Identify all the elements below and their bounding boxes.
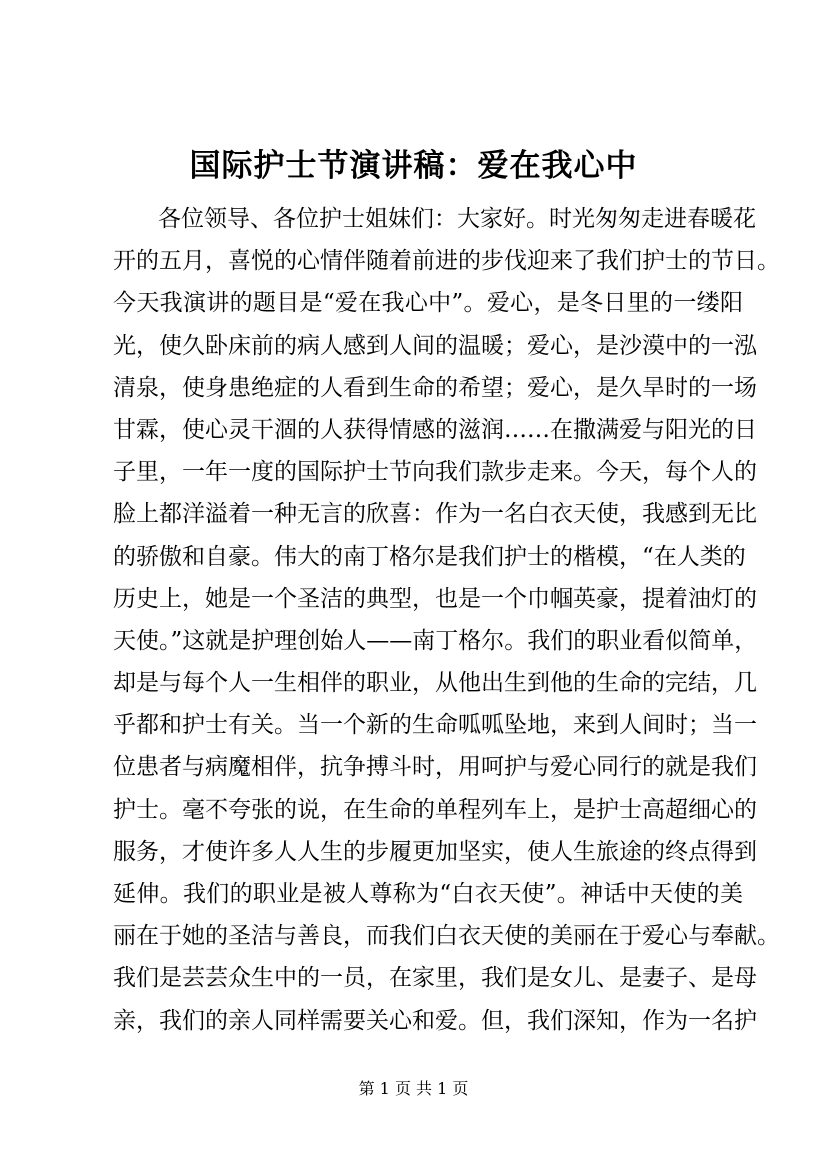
body-line: 我们是芸芸众生中的一员，在家里，我们是女儿、是妻子、是母 [113, 965, 757, 992]
document-title: 国际护士节演讲稿：爱在我心中 [189, 148, 638, 184]
body-line: 清泉，使身患绝症的人看到生命的希望；爱心，是久旱时的一场 [113, 374, 757, 401]
body-line: 位患者与病魔相伴，抗争搏斗时，用呵护与爱心同行的就是我们 [113, 754, 757, 781]
body-line: 服务，才使许多人人生的步履更加坚实，使人生旅途的终点得到 [113, 838, 757, 865]
body-line: 历史上，她是一个圣洁的典型，也是一个巾帼英豪，提着油灯的 [113, 585, 757, 612]
speech-body [113, 198, 780, 1042]
body-line: 各位领导、各位护士姐妹们：大家好。时光匆匆走进春暖花 [158, 206, 756, 232]
body-line: 开的五月，喜悦的心情伴随着前进的步伐迎来了我们护士的节日。 [113, 248, 780, 275]
body-line: 天使。”这就是护理创始人——南丁格尔。我们的职业看似简单， [113, 627, 758, 654]
body-line: 却是与每个人一生相伴的职业，从他出生到他的生命的完结，几 [113, 670, 757, 697]
body-line: 今天我演讲的题目是“爱在我心中”。爱心，是冬日里的一缕阳 [113, 290, 743, 317]
page-footer: 第 1 页 共 1 页 [358, 1079, 469, 1098]
body-line: 的骄傲和自豪。伟大的南丁格尔是我们护士的楷模，“在人类的 [113, 543, 746, 570]
body-line: 光，使久卧床前的病人感到人间的温暖；爱心，是沙漠中的一泓 [113, 332, 757, 359]
body-line: 子里，一年一度的国际护士节向我们款步走来。今天，每个人的 [113, 459, 757, 486]
body-line: 脸上都洋溢着一种无言的欣喜：作为一名白衣天使，我感到无比 [113, 501, 757, 528]
body-line: 护士。毫不夸张的说，在生命的单程列车上，是护士高超细心的 [113, 796, 757, 823]
body-line: 乎都和护士有关。当一个新的生命呱呱坠地，来到人间时；当一 [113, 712, 757, 739]
body-line: 延伸。我们的职业是被人尊称为“白衣天使”。神话中天使的美 [113, 881, 743, 907]
body-line: 甘霖，使心灵干涸的人获得情感的滋润……在撒满爱与阳光的日 [113, 416, 757, 443]
body-line: 亲，我们的亲人同样需要关心和爱。但，我们深知，作为一名护 [113, 1007, 757, 1034]
body-line: 丽在于她的圣洁与善良，而我们白衣天使的美丽在于爱心与奉献。 [113, 923, 780, 950]
